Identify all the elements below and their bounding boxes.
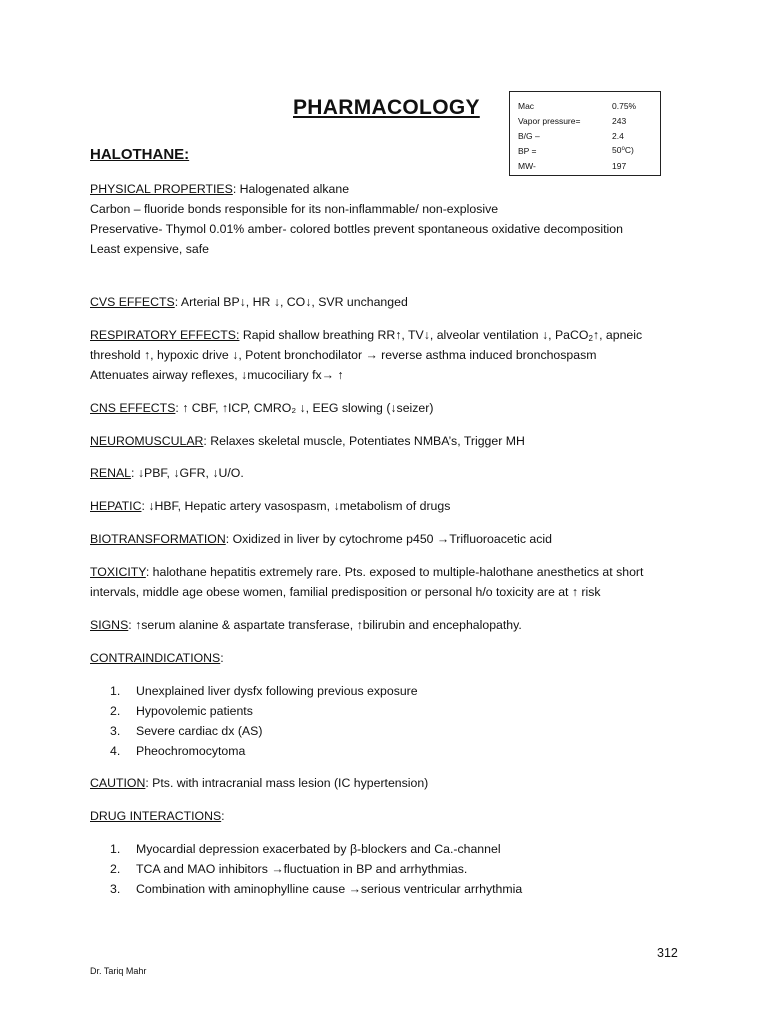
list-text: Severe cardiac dx (AS): [136, 724, 263, 738]
section-text: threshold ↑, hypoxic drive ↓, Potent bronchodilator → reverse asthma induced bronchospasm: [90, 348, 597, 362]
property-key: Mac: [518, 100, 535, 111]
drug-interactions-heading: [90, 806, 690, 826]
contraindications-heading: [90, 648, 690, 668]
section-text: Rapid shallow breathing RR↑, TV↓, alveolar ventilation ↓, PaCO: [239, 328, 589, 342]
hepatic: [90, 496, 690, 516]
list-item: [110, 741, 418, 761]
page-title: PHARMACOLOGY: [293, 96, 480, 119]
list-text: Myocardial depression exacerbated by β-blockers and Ca.-channel: [136, 842, 501, 856]
property-row: [518, 98, 660, 113]
list-text: Combination with aminophylline cause →serious ventricular arrhythmia: [136, 882, 523, 896]
list-number: 2.: [110, 862, 121, 876]
section-label: TOXICITY: [90, 565, 146, 579]
section-label: SIGNS: [90, 618, 129, 632]
list-item: [110, 879, 522, 899]
section-label: CAUTION: [90, 776, 146, 790]
property-key: Vapor pressure=: [518, 115, 581, 126]
property-key: B/G –: [518, 130, 540, 141]
neuromuscular: [90, 431, 690, 451]
property-row: [518, 143, 660, 158]
physical-properties: [90, 179, 690, 259]
section-text: intervals, middle age obese women, familial predisposition or personal h/o toxicity are at ↑ risk: [90, 585, 601, 599]
section-label: CVS EFFECTS: [90, 295, 175, 309]
property-key: MW-: [518, 160, 536, 171]
property-key: BP =: [518, 145, 537, 156]
property-value: 197: [612, 160, 627, 171]
caution: [90, 773, 690, 793]
drug-heading: HALOTHANE:: [90, 146, 190, 163]
contraindications-list: [110, 681, 418, 761]
subscript: 2: [588, 334, 593, 343]
property-value: 0.75%: [612, 100, 637, 111]
section-label: HEPATIC: [90, 499, 142, 513]
cvs-effects: [90, 292, 690, 312]
list-number: 3.: [110, 882, 121, 896]
list-item: [110, 701, 418, 721]
property-row: [518, 128, 660, 143]
list-number: 3.: [110, 724, 121, 738]
footer-author: Dr. Tariq Mahr: [90, 966, 147, 976]
section-text: : halothane hepatitis extremely rare. Pts. exposed to multiple-halothane anesthetics at short: [145, 565, 644, 579]
section-text: :: [221, 809, 225, 823]
cns-effects: [90, 398, 690, 418]
section-label: DRUG INTERACTIONS: [90, 809, 222, 823]
renal: [90, 463, 690, 483]
section-text: : Oxidized in liver by cytochrome p450 →Trifluoroacetic acid: [225, 532, 552, 546]
list-item: [110, 859, 522, 879]
respiratory-effects: [90, 325, 690, 385]
section-text: : ↓HBF, Hepatic artery vasospasm, ↓metabolism of drugs: [141, 499, 451, 513]
property-row: [518, 158, 660, 173]
list-number: 1.: [110, 684, 121, 698]
section-text: : ↑ CBF, ↑ICP, CMRO₂ ↓, EEG slowing (↓seizer): [175, 401, 434, 415]
properties-box: [509, 91, 661, 176]
section-text: Attenuates airway reflexes, ↓mucociliary fx→ ↑: [90, 368, 344, 382]
biotransformation: [90, 529, 690, 549]
section-label: CONTRAINDICATIONS: [90, 651, 221, 665]
section-text: Preservative- Thymol 0.01% amber- colored bottles prevent spontaneous oxidative decomposition: [90, 222, 623, 236]
drug-interactions-list: [110, 839, 522, 899]
section-text: Least expensive, safe: [90, 242, 209, 256]
section-label: RENAL: [90, 466, 132, 480]
list-item: [110, 681, 418, 701]
section-label: PHYSICAL PROPERTIES: [90, 182, 233, 196]
page-number: 312: [657, 946, 678, 960]
list-item: [110, 721, 418, 741]
section-text: : Arterial BP↓, HR ↓, CO↓, SVR unchanged: [174, 295, 408, 309]
section-text: : ↓PBF, ↓GFR, ↓U/O.: [131, 466, 244, 480]
section-label: CNS EFFECTS: [90, 401, 176, 415]
section-text: ↑, apneic: [592, 328, 643, 342]
section-text: : Pts. with intracranial mass lesion (IC hypertension): [145, 776, 429, 790]
toxicity: [90, 562, 690, 602]
property-value: 2.4: [612, 130, 624, 141]
property-value: 243: [612, 115, 627, 126]
section-label: RESPIRATORY EFFECTS:: [90, 328, 240, 342]
section-text: : ↑serum alanine & aspartate transferase, ↑bilirubin and encephalopathy.: [128, 618, 522, 632]
property-value: 50⁰C): [612, 145, 634, 155]
section-label: NEUROMUSCULAR: [90, 434, 204, 448]
list-text: Hypovolemic patients: [136, 704, 253, 718]
section-text: : Relaxes skeletal muscle, Potentiates NMBA’s, Trigger MH: [203, 434, 525, 448]
list-item: [110, 839, 522, 859]
list-text: TCA and MAO inhibitors →fluctuation in BP and arrhythmias.: [136, 862, 468, 876]
section-text: Carbon – fluoride bonds responsible for its non-inflammable/ non-explosive: [90, 202, 499, 216]
section-text: :: [220, 651, 224, 665]
property-row: [518, 113, 660, 128]
list-number: 4.: [110, 744, 121, 758]
list-number: 2.: [110, 704, 121, 718]
list-text: Pheochromocytoma: [136, 744, 246, 758]
signs: [90, 615, 690, 635]
section-text: : Halogenated alkane: [232, 182, 350, 196]
section-label: BIOTRANSFORMATION: [90, 532, 226, 546]
list-number: 1.: [110, 842, 121, 856]
list-text: Unexplained liver dysfx following previous exposure: [136, 684, 418, 698]
